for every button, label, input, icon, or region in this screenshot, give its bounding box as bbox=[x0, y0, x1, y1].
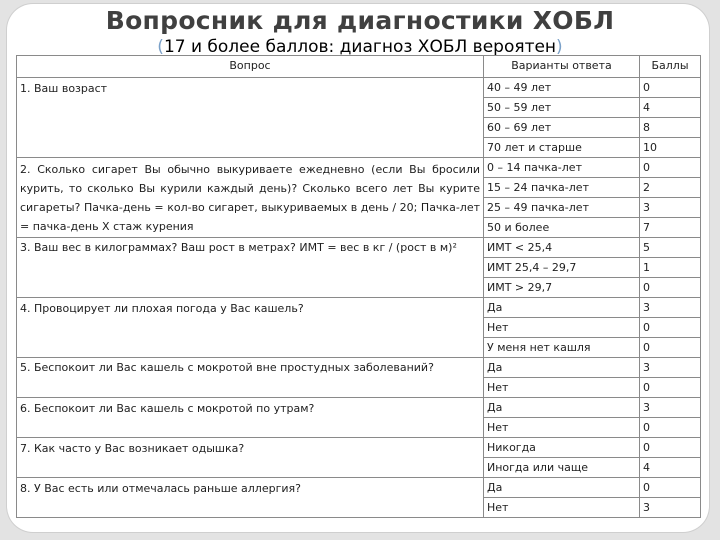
points-cell: 4 bbox=[640, 98, 701, 118]
option-cell: Да bbox=[484, 478, 640, 498]
question-cell-7: 7. Как часто у Вас возникает одышка? bbox=[17, 438, 484, 478]
option-cell: 50 и более bbox=[484, 218, 640, 238]
points-cell: 0 bbox=[640, 78, 701, 98]
header-answer-options: Варианты ответа bbox=[484, 56, 640, 78]
questionnaire-table bbox=[16, 55, 701, 518]
points-cell: 1 bbox=[640, 258, 701, 278]
option-cell: 0 – 14 пачка-лет bbox=[484, 158, 640, 178]
header-points: Баллы bbox=[640, 56, 701, 78]
subtitle-text: 17 и более баллов: диагноз ХОБЛ вероятен bbox=[163, 37, 557, 57]
table-row bbox=[17, 398, 701, 418]
points-cell: 0 bbox=[640, 318, 701, 338]
points-cell: 7 bbox=[640, 218, 701, 238]
header-question: Вопрос bbox=[17, 56, 484, 78]
points-cell: 3 bbox=[640, 358, 701, 378]
option-cell: Да bbox=[484, 298, 640, 318]
points-cell: 0 bbox=[640, 438, 701, 458]
points-cell: 0 bbox=[640, 378, 701, 398]
points-cell: 0 bbox=[640, 478, 701, 498]
points-cell: 10 bbox=[640, 138, 701, 158]
option-cell: Нет bbox=[484, 318, 640, 338]
subtitle-open-paren: ( bbox=[157, 37, 164, 57]
option-cell: 70 лет и старше bbox=[484, 138, 640, 158]
points-cell: 3 bbox=[640, 198, 701, 218]
page-title: Вопросник для диагностики ХОБЛ bbox=[105, 6, 615, 35]
table-row bbox=[17, 78, 701, 98]
option-cell: Нет bbox=[484, 498, 640, 518]
table-row bbox=[17, 238, 701, 258]
page-subtitle bbox=[0, 37, 720, 57]
points-cell: 5 bbox=[640, 238, 701, 258]
option-cell: У меня нет кашля bbox=[484, 338, 640, 358]
table-row bbox=[17, 358, 701, 378]
points-cell: 0 bbox=[640, 418, 701, 438]
option-cell: Да bbox=[484, 398, 640, 418]
question-cell-8: 8. У Вас есть или отмечалась раньше аллергия? bbox=[17, 478, 484, 518]
question-cell-1: 1. Ваш возраст bbox=[17, 78, 484, 158]
points-cell: 3 bbox=[640, 298, 701, 318]
question-cell-3: 3. Ваш вес в килограммах? Ваш рост в метрах? ИМТ = вес в кг / (рост в м)² bbox=[17, 238, 484, 298]
option-cell: 40 – 49 лет bbox=[484, 78, 640, 98]
points-cell: 0 bbox=[640, 158, 701, 178]
table-header-row bbox=[17, 56, 701, 78]
question-cell-4: 4. Провоцирует ли плохая погода у Вас кашель? bbox=[17, 298, 484, 358]
option-cell: ИМТ < 25,4 bbox=[484, 238, 640, 258]
option-cell: 60 – 69 лет bbox=[484, 118, 640, 138]
points-cell: 0 bbox=[640, 338, 701, 358]
question-cell-2: 2. Сколько сигарет Вы обычно выкуриваете ежедневно (если Вы бросили курить, то сколько Вы курили каждый день)? Сколько всего лет Вы курите сигареты? Пачка-день = кол-во сигарет, выкуриваемых в день / 20; Пачка-лет = пачка-день Х стаж курения bbox=[17, 158, 484, 238]
option-cell: Иногда или чаще bbox=[484, 458, 640, 478]
points-cell: 3 bbox=[640, 398, 701, 418]
option-cell: 15 – 24 пачка-лет bbox=[484, 178, 640, 198]
option-cell: 25 – 49 пачка-лет bbox=[484, 198, 640, 218]
points-cell: 2 bbox=[640, 178, 701, 198]
table-row bbox=[17, 298, 701, 318]
table-row bbox=[17, 438, 701, 458]
option-cell: 50 – 59 лет bbox=[484, 98, 640, 118]
question-cell-6: 6. Беспокоит ли Вас кашель с мокротой по утрам? bbox=[17, 398, 484, 438]
option-cell: Да bbox=[484, 358, 640, 378]
option-cell: Никогда bbox=[484, 438, 640, 458]
option-cell: Нет bbox=[484, 418, 640, 438]
question-cell-5: 5. Беспокоит ли Вас кашель с мокротой вне простудных заболеваний? bbox=[17, 358, 484, 398]
points-cell: 3 bbox=[640, 498, 701, 518]
points-cell: 4 bbox=[640, 458, 701, 478]
option-cell: ИМТ > 29,7 bbox=[484, 278, 640, 298]
option-cell: ИМТ 25,4 – 29,7 bbox=[484, 258, 640, 278]
option-cell: Нет bbox=[484, 378, 640, 398]
points-cell: 0 bbox=[640, 278, 701, 298]
subtitle-close-paren: ) bbox=[556, 37, 563, 57]
table-row bbox=[17, 158, 701, 178]
points-cell: 8 bbox=[640, 118, 701, 138]
table-row bbox=[17, 478, 701, 498]
